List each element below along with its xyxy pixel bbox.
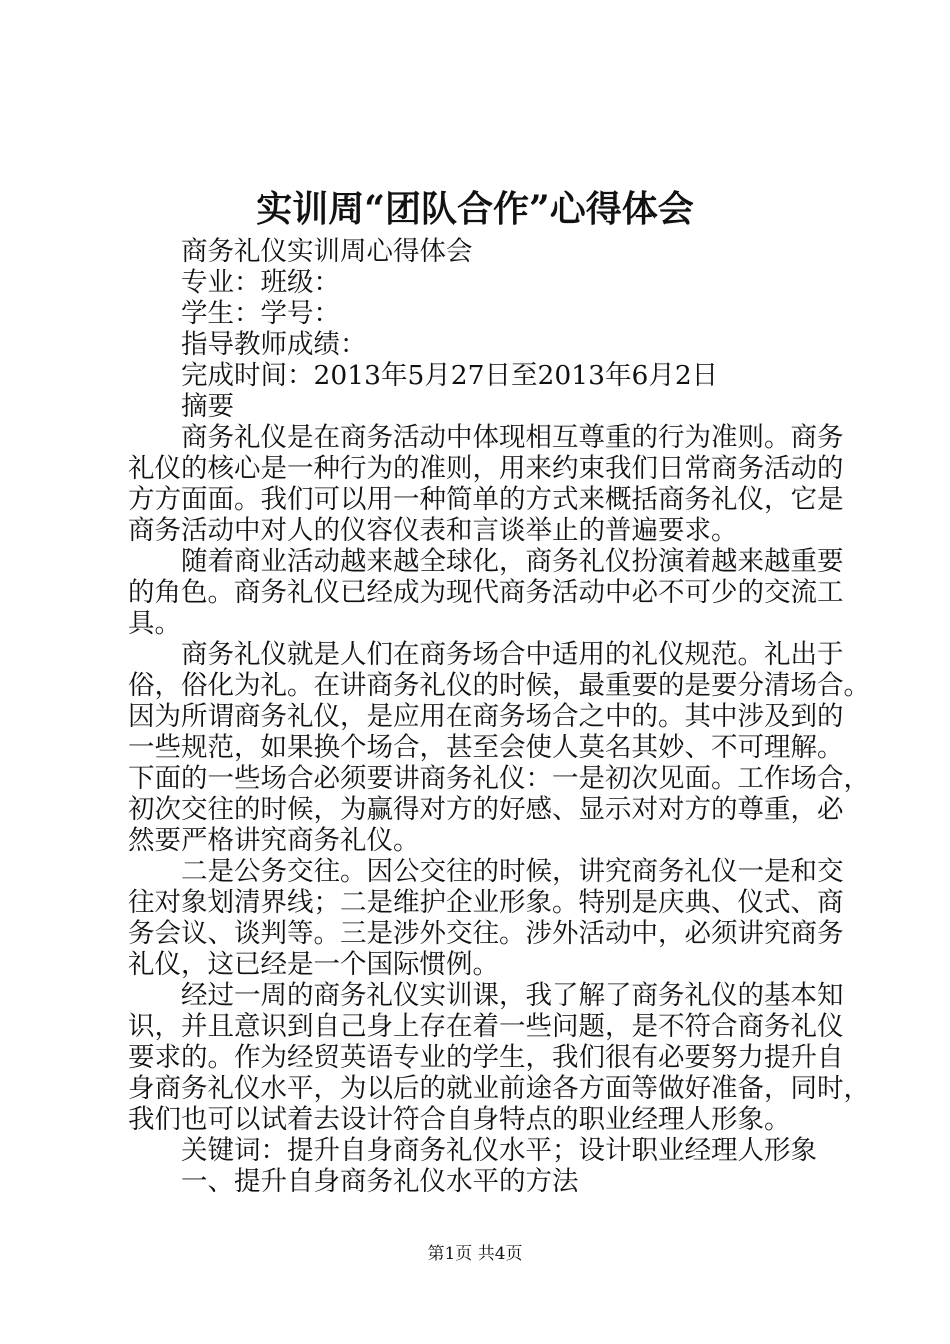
paragraph-line: 商务活动中对人的仪容仪表和言谈举止的普遍要求。 <box>128 515 738 546</box>
subtitle-line: 商务礼仪实训周心得体会 <box>181 236 473 267</box>
paragraph-line: 务会议、谈判等。三是涉外交往。涉外活动中，必须讲究商务 <box>128 918 844 949</box>
paragraph-line: 礼仪的核心是一种行为的准则，用来约束我们日常商务活动的 <box>128 453 844 484</box>
paragraph-line: 身商务礼仪水平，为以后的就业前途各方面等做好准备，同时， <box>128 1073 870 1104</box>
major-class-line: 专业：班级： <box>181 267 340 298</box>
paragraph-line: 我们也可以试着去设计符合自身特点的职业经理人形象。 <box>128 1104 791 1135</box>
paragraph-line: 具。 <box>128 608 181 639</box>
paragraph-1 <box>128 422 853 546</box>
paragraph-line: 礼仪，这已经是一个国际惯例。 <box>128 949 499 980</box>
abstract-heading: 摘要 <box>181 391 234 422</box>
section-heading: 一、提升自身商务礼仪水平的方法 <box>181 1166 579 1197</box>
paragraph-4 <box>128 856 853 980</box>
paragraph-5 <box>128 980 870 1135</box>
teacher-grade-line: 指导教师成绩： <box>181 329 367 360</box>
paragraph-line: 一些规范，如果换个场合，甚至会使人莫名其妙、不可理解。 <box>128 732 844 763</box>
paragraph-line: 往对象划清界线；二是维护企业形象。特别是庆典、仪式、商 <box>128 887 844 918</box>
paragraph-2 <box>128 546 853 639</box>
paragraph-line: 商务礼仪是在商务活动中体现相互尊重的行为准则。商务 <box>181 422 844 453</box>
paragraph-line: 要求的。作为经贸英语专业的学生，我们很有必要努力提升自 <box>128 1042 844 1073</box>
paragraph-line: 然要严格讲究商务礼仪。 <box>128 825 420 856</box>
paragraph-line: 初次交往的时候，为赢得对方的好感、显示对对方的尊重，必 <box>128 794 844 825</box>
page-footer: 第1页 共4页 <box>427 1244 523 1264</box>
paragraph-line: 经过一周的商务礼仪实训课，我了解了商务礼仪的基本知 <box>181 980 844 1011</box>
document-body <box>128 236 870 1197</box>
paragraph-line: 的角色。商务礼仪已经成为现代商务活动中必不可少的交流工 <box>128 577 844 608</box>
paragraph-line: 识，并且意识到自己身上存在着一些问题，是不符合商务礼仪 <box>128 1011 844 1042</box>
document-title: 实训周“团队合作”心得体会 <box>256 188 694 230</box>
paragraph-line: 随着商业活动越来越全球化，商务礼仪扮演着越来越重要 <box>181 546 844 577</box>
paragraph-line: 下面的一些场合必须要讲商务礼仪：一是初次见面。工作场合， <box>128 763 870 794</box>
keywords-line: 关键词：提升自身商务礼仪水平；设计职业经理人形象 <box>181 1135 817 1166</box>
completion-time-line: 完成时间：2013年5月27日至2013年6月2日 <box>181 360 719 391</box>
paragraph-line: 商务礼仪就是人们在商务场合中适用的礼仪规范。礼出于 <box>181 639 844 670</box>
student-id-line: 学生：学号： <box>181 298 340 329</box>
paragraph-line: 二是公务交往。因公交往的时候，讲究商务礼仪一是和交 <box>181 856 844 887</box>
paragraph-line: 因为所谓商务礼仪，是应用在商务场合之中的。其中涉及到的 <box>128 701 844 732</box>
paragraph-line: 俗，俗化为礼。在讲商务礼仪的时候，最重要的是要分清场合。 <box>128 670 870 701</box>
paragraph-line: 方方面面。我们可以用一种简单的方式来概括商务礼仪，它是 <box>128 484 844 515</box>
paragraph-3 <box>128 639 870 856</box>
